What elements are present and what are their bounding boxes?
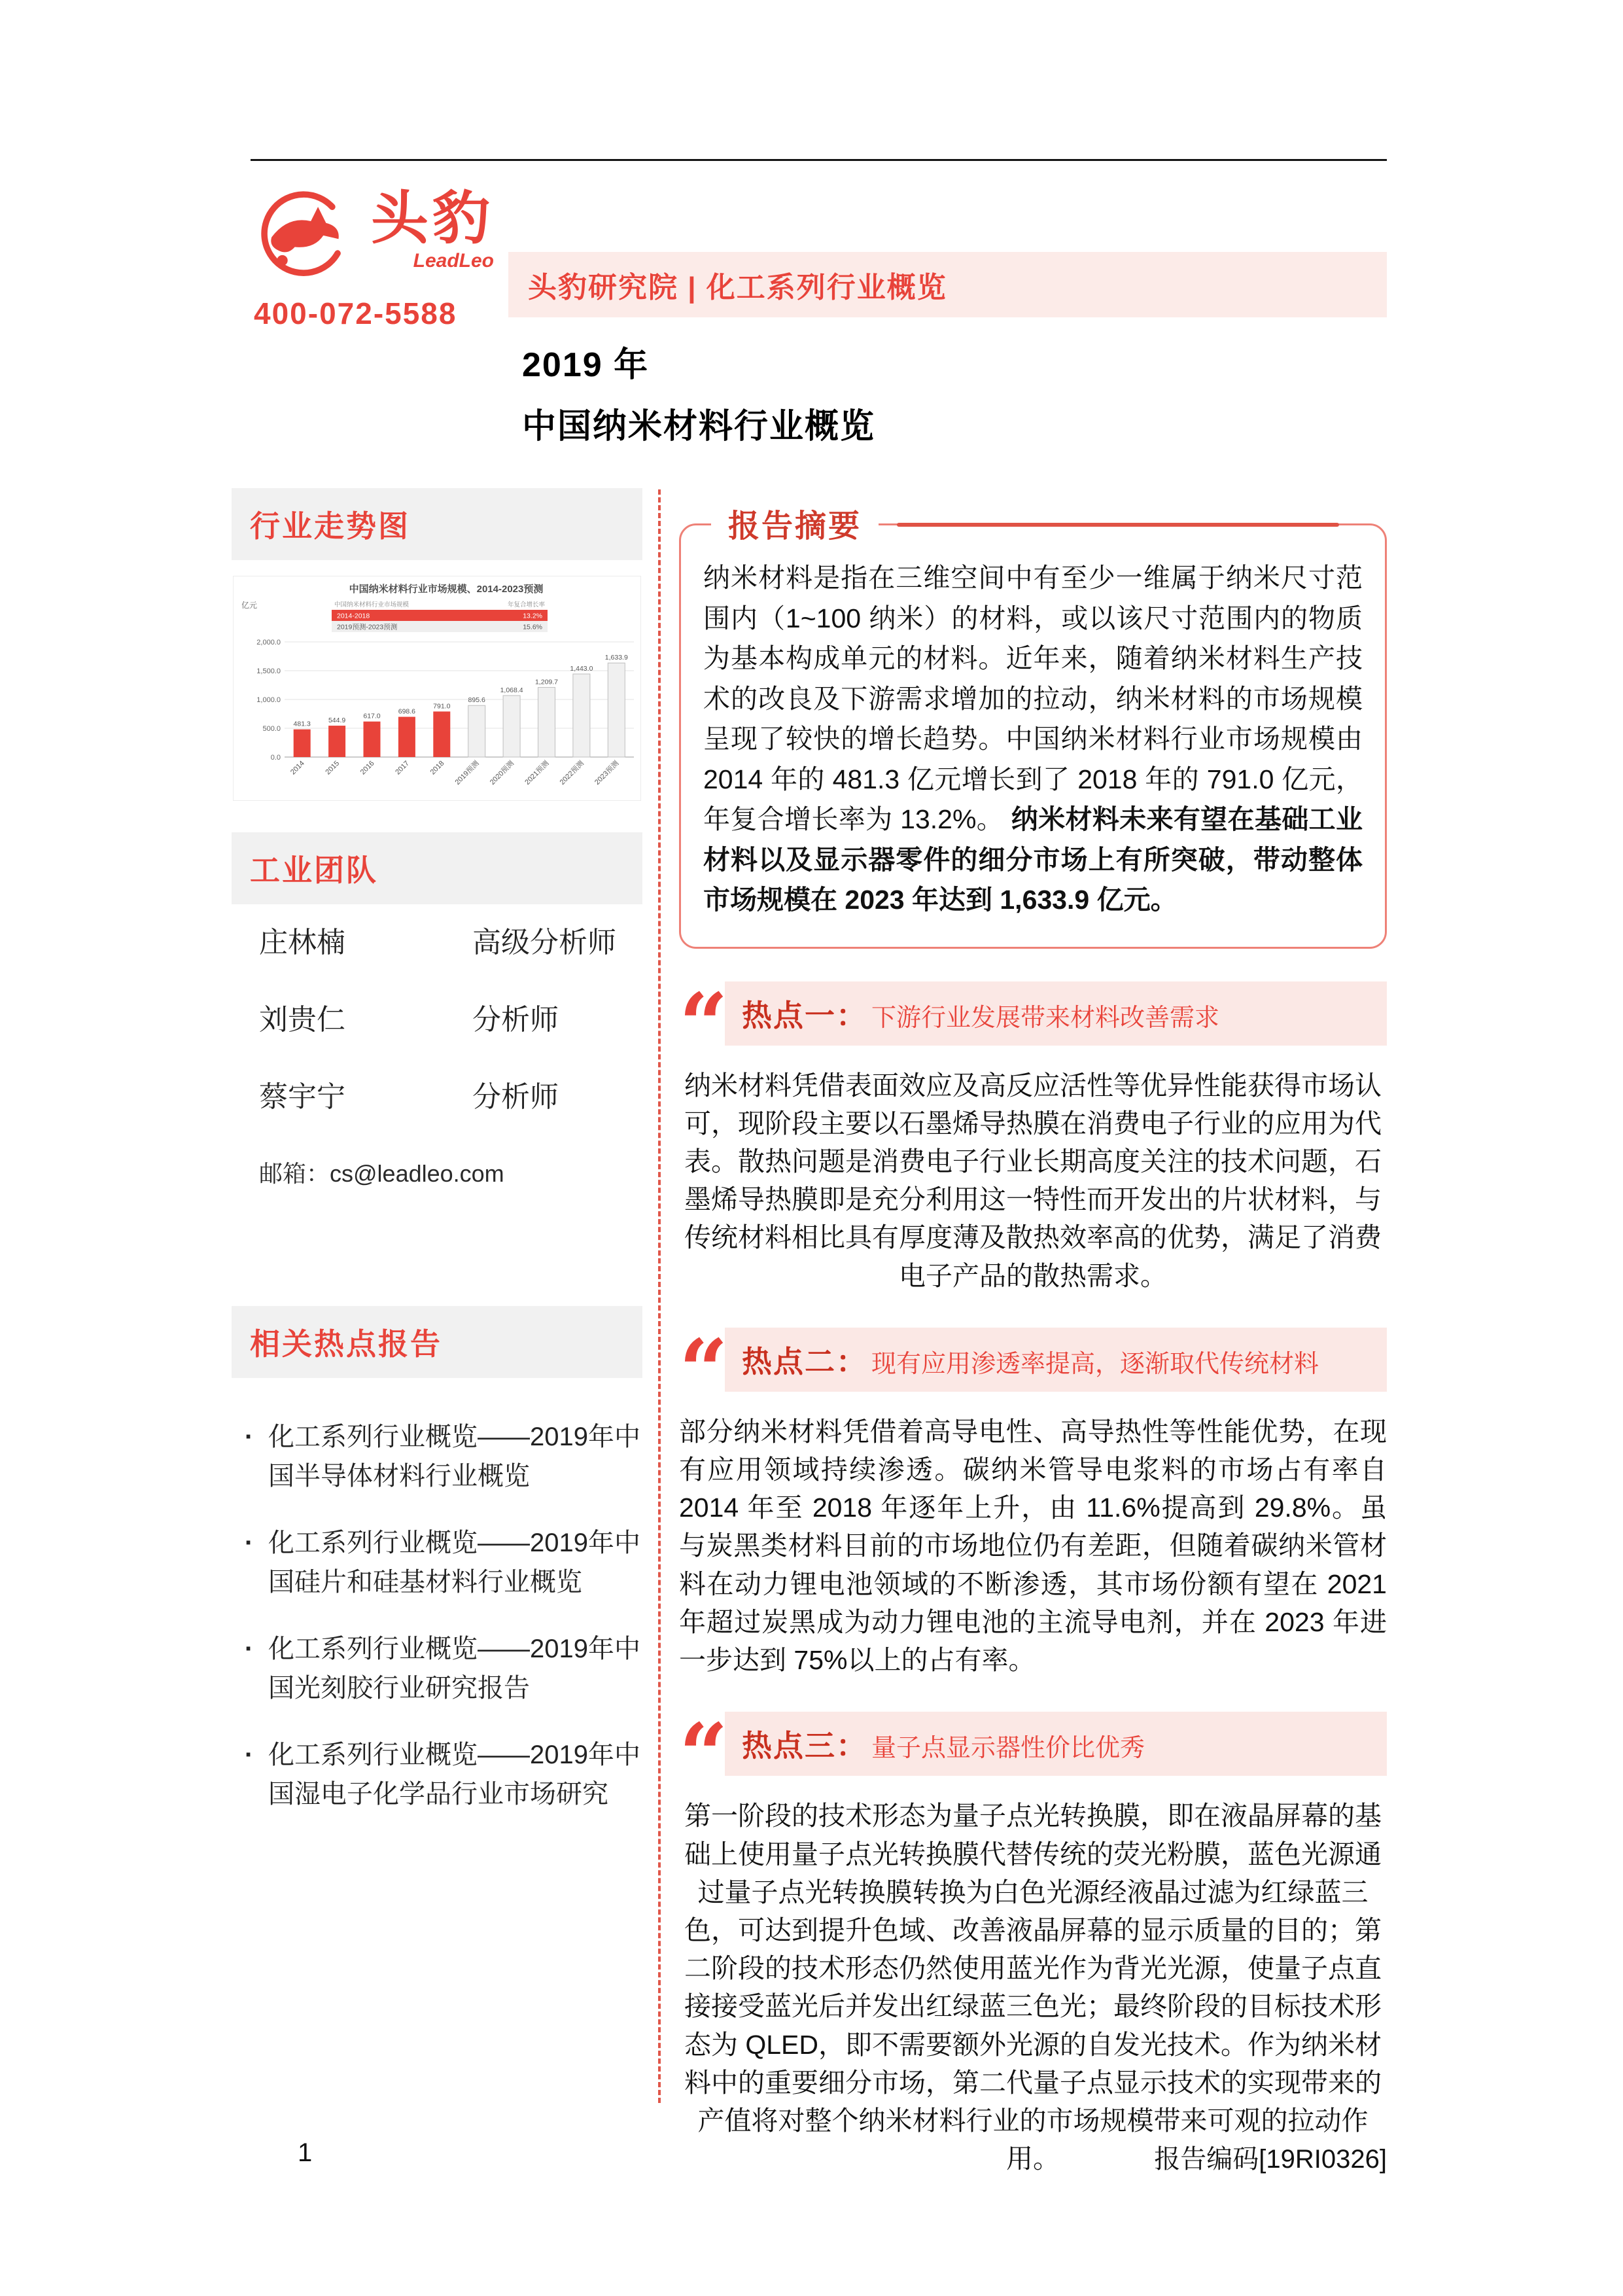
svg-text:1,209.7: 1,209.7 [534,678,559,686]
team-member [259,996,616,1038]
analyst-name: 刘贵仁 [259,1004,345,1036]
report-title: 化工系列行业概览——2019年中国湿电子化学品行业市场研究 [268,1740,640,1809]
svg-text:481.3: 481.3 [293,720,311,728]
sidebar-section-team-label: 工业团队 [250,853,378,887]
list-item [241,1735,645,1814]
team-member [259,919,616,961]
leadleo-logo-icon [251,182,360,280]
svg-text:2015: 2015 [324,759,341,777]
header-banner [508,252,1387,317]
hotspot-2-body: 部分纳米材料凭借着高导电性、高导热性等性能优势，在现有应用领域持续渗透。碳纳米管导电浆料的市场占有率自 2014 年至 2018 年逐年上升，由 11.6%提高到 29.8%。虽与炭黑类材料目前的市场地位仍有差距，但随着碳纳米管材料在动力锂电池领域的不断渗透，其市场份额有望在 2021 年超过炭黑成为动力锂电池的主流导电剂，并在 2023 年进一步达到 75%以上的占有率。 [679,1416,1387,1676]
page-title-line1: 2019 年 [522,346,650,384]
page-title [522,335,875,457]
summary-title-rule [897,523,1339,527]
leadleo-logo [251,182,494,280]
list-item [241,1417,645,1496]
sidebar-section-trend-label: 行业走势图 [250,509,410,543]
svg-text:2023预测: 2023预测 [593,759,621,786]
report-title: 化工系列行业概览——2019年中国光刻胶行业研究报告 [268,1634,640,1703]
summary-text [703,558,1363,921]
svg-text:2018: 2018 [428,759,446,777]
svg-text:1,000.0: 1,000.0 [256,696,281,704]
svg-text:亿元: 亿元 [241,601,258,610]
svg-text:13.2%: 13.2% [523,612,542,620]
hotspot-1-title: 下游行业发展带来材料改善需求 [871,1004,1220,1032]
page-number: 1 [298,2138,313,2167]
svg-text:2021预测: 2021预测 [523,759,551,786]
svg-text:791.0: 791.0 [433,702,451,711]
hotspot-2-label: 热点二： [742,1344,867,1379]
svg-text:2020预测: 2020预测 [488,759,516,786]
analyst-role: 分析师 [472,1081,559,1113]
report-title: 化工系列行业概览——2019年中国半导体材料行业概览 [268,1422,640,1491]
hotspot-3-label: 热点三： [742,1729,867,1763]
banner-text: 头豹研究院 | 化工系列行业概览 [528,272,947,304]
summary-title: 报告摘要 [711,501,879,546]
hotspot-3 [679,1712,1387,2178]
brand-text [371,188,494,272]
report-title: 化工系列行业概览——2019年中国硅片和硅基材料行业概览 [268,1528,640,1597]
hotspot-1-header [679,981,1387,1046]
trend-chart [233,576,641,801]
list-item [241,1523,645,1602]
analyst-name: 蔡宇宁 [259,1081,345,1113]
brand-subtitle: LeadLeo [413,250,495,272]
report-code: 报告编码[19RI0326] [1154,2145,1387,2174]
related-reports-list [241,1417,645,1814]
hotspot-2-header [679,1328,1387,1392]
sidebar-section-reports-label: 相关热点报告 [250,1327,442,1361]
svg-text:1,633.9: 1,633.9 [604,654,628,662]
hotspot-3-body: 第一阶段的技术形态为量子点光转换膜，即在液晶屏幕的基础上使用量子点光转换膜代替传统的荧光粉膜，蓝色光源通过量子点光转换膜转换为白色光源经液晶过滤为红绿蓝三色，可达到提升色域、改善液晶屏幕的显示质量的目的；第二阶段的技术形态仍然使用蓝光作为背光光源，使量子点直接接受蓝光后并发出红绿蓝三色光；最终阶段的目标技术形态为 QLED，即不需要额外光源的自发光技术。作为纳米材料中的重要细分市场，第二代量子点显示技术的实现带来的产值将对整个纳米材料行业的市场规模带来可观的拉动作用。 [684,1801,1382,2174]
svg-text:年复合增长率: 年复合增长率 [507,601,545,609]
hotspot-2-title: 现有应用渗透率提高，逐渐取代传统材料 [871,1350,1319,1378]
svg-text:544.9: 544.9 [328,716,346,725]
contact-email: 邮箱：cs@leadleo.com [259,1160,504,1187]
svg-text:2016: 2016 [358,759,376,777]
hotspot-1-body: 纳米材料凭借表面效应及高反应活性等优异性能获得市场认可，现阶段主要以石墨烯导热膜在消费电子行业的应用为代表。散热问题是消费电子行业长期高度关注的技术问题，石墨烯导热膜即是充分利用这一特性而开发出的片状材料，与传统材料相比具有厚度薄及散热效率高的优势，满足了消费电子产品的散热需求。 [684,1070,1382,1291]
svg-text:2014-2018: 2014-2018 [337,612,370,620]
hotspot-3-bar [725,1712,1387,1776]
hotspot-2 [679,1328,1387,1680]
page-title-line2: 中国纳米材料行业概览 [522,407,876,446]
hotspot-3-header [679,1712,1387,1776]
quote-icon [679,1718,725,1770]
svg-text:15.6%: 15.6% [523,623,542,631]
analyst-name: 庄林楠 [259,927,345,959]
column-divider [658,489,661,2103]
brand-name: 头豹 [371,186,495,251]
svg-text:1,068.4: 1,068.4 [500,686,523,694]
svg-text:2022预测: 2022预测 [558,759,586,786]
summary-box [679,509,1387,949]
analyst-role: 分析师 [472,1004,559,1036]
hotspot-1-bar [725,981,1387,1046]
quote-icon [679,1333,725,1386]
svg-text:1,500.0: 1,500.0 [256,667,281,675]
svg-text:1,443.0: 1,443.0 [570,665,593,673]
top-rule [251,159,1387,161]
svg-text:中国纳米材料行业市场规模: 中国纳米材料行业市场规模 [334,601,410,609]
svg-text:500.0: 500.0 [262,725,281,733]
svg-text:2,000.0: 2,000.0 [256,639,281,646]
team-list [259,919,616,1115]
svg-text:2017: 2017 [394,759,411,777]
sidebar-section-trend [232,488,642,560]
sidebar-section-team [232,832,642,904]
svg-text:中国纳米材料行业市场规模、2014-2023预测: 中国纳米材料行业市场规模、2014-2023预测 [349,584,544,595]
main-column [679,504,1387,2178]
list-item [241,1629,645,1708]
svg-text:895.6: 895.6 [468,696,485,705]
analyst-role: 高级分析师 [472,927,616,959]
svg-text:2014: 2014 [289,759,306,777]
svg-text:2019预测: 2019预测 [453,759,481,786]
team-member [259,1073,616,1115]
summary-text-normal: 纳米材料是指在三维空间中有至少一维属于纳米尺寸范围内（1~100 纳米）的材料，或以该尺寸范围内的物质为基本构成单元的材料。近年来，随着纳米材料生产技术的改良及下游需求增加的拉动，纳米材料的市场规模呈现了较快的增长趋势。中国纳米材料行业市场规模由 2014 年的 481.3 亿元增长到了 2018 年的 791.0 亿元，年复合增长率为 13.2%。 [703,563,1363,834]
phone-number: 400-072-5588 [254,296,457,330]
hotspot-1-label: 热点一： [742,998,867,1033]
svg-text:617.0: 617.0 [363,712,381,720]
sidebar-section-reports [232,1306,642,1378]
summary-text-bold: 纳米材料未来有望在基础工业材料以及显示器零件的细分市场上有所突破，带动整体市场规模在 2023 年达到 1,633.9 亿元。 [703,804,1363,915]
hotspot-3-title: 量子点显示器性价比优秀 [871,1735,1145,1763]
quote-icon [679,987,725,1040]
svg-text:0.0: 0.0 [270,754,281,762]
svg-text:2019预测-2023预测: 2019预测-2023预测 [337,623,398,631]
svg-text:698.6: 698.6 [398,707,416,716]
hotspot-1 [679,981,1387,1295]
hotspot-2-bar [725,1328,1387,1392]
